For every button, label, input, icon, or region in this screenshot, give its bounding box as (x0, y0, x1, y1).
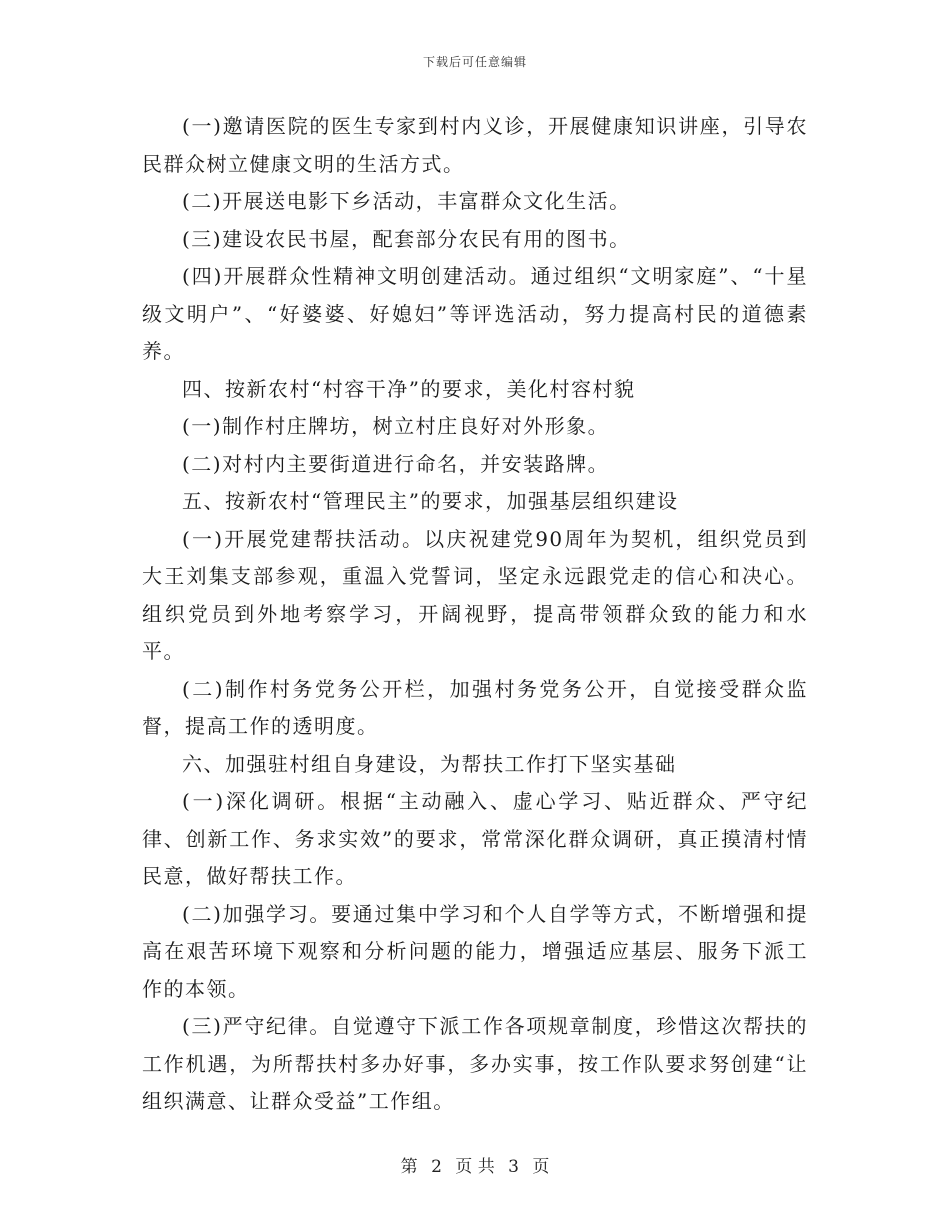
paragraph: (二)对村内主要街道进行命名，并安装路牌。 (182, 451, 610, 476)
paragraph: (三)建设农民书屋，配套部分农民有用的图书。 (182, 226, 631, 251)
paragraph: (一)开展党建帮扶活动。以庆祝建党90周年为契机，组织党员到大王刘集支部参观，重温入党誓词，坚定永远跟党走的信心和决心。组织党员到外地考察学习，开阔视野，提高带领群众致的能力和水平。 (142, 526, 808, 663)
page-number-total: 3 (508, 1157, 519, 1177)
page-number-suffix: 页 (532, 1157, 550, 1177)
paragraph: (一)邀请医院的医生专家到村内义诊，开展健康知识讲座，引导农民群众树立健康文明的生活方式。 (142, 114, 808, 176)
section-heading: 五、按新农村“管理民主”的要求，加强基层组织建设 (182, 489, 679, 513)
section-heading: 四、按新农村“村容干净”的要求，美化村容村貌 (182, 376, 636, 401)
page-number (0, 1152, 950, 1177)
section-heading: 六、加强驻村组自身建设，为帮扶工作打下坚实基础 (182, 751, 677, 776)
paragraph: (二)加强学习。要通过集中学习和个人自学等方式，不断增强和提高在艰苦环境下观察和分析问题的能力，增强适应基层、服务下派工作的本领。 (142, 901, 808, 1001)
paragraph: (一)制作村庄牌坊，树立村庄良好对外形象。 (182, 414, 610, 438)
paragraph: (一)深化调研。根据“主动融入、虚心学习、贴近群众、严守纪律、创新工作、务求实效”的要求，常常深化群众调研，真正摸清村情民意，做好帮扶工作。 (142, 789, 808, 888)
page-number-prefix: 第 (400, 1157, 418, 1177)
document-body (142, 108, 808, 1121)
paragraph: (三)严守纪律。自觉遵守下派工作各项规章制度，珍惜这次帮扶的工作机遇，为所帮扶村多办好事，多办实事，按工作队要求努创建“让组织满意、让群众受益”工作组。 (142, 1014, 808, 1113)
paragraph: (二)开展送电影下乡活动，丰富群众文化生活。 (182, 189, 631, 213)
paragraph: (四)开展群众性精神文明创建活动。通过组织“文明家庭”、“十星级文明户”、“好婆婆、好媳妇”等评选活动，努力提高村民的道德素养。 (142, 264, 808, 363)
page-number-current: 2 (431, 1157, 442, 1177)
page-header: 下载后可任意编辑 (422, 55, 527, 69)
page-number-middle: 页 共 (455, 1157, 495, 1177)
paragraph: (二)制作村务党务公开栏，加强村务党务公开，自觉接受群众监督，提高工作的透明度。 (142, 676, 808, 738)
